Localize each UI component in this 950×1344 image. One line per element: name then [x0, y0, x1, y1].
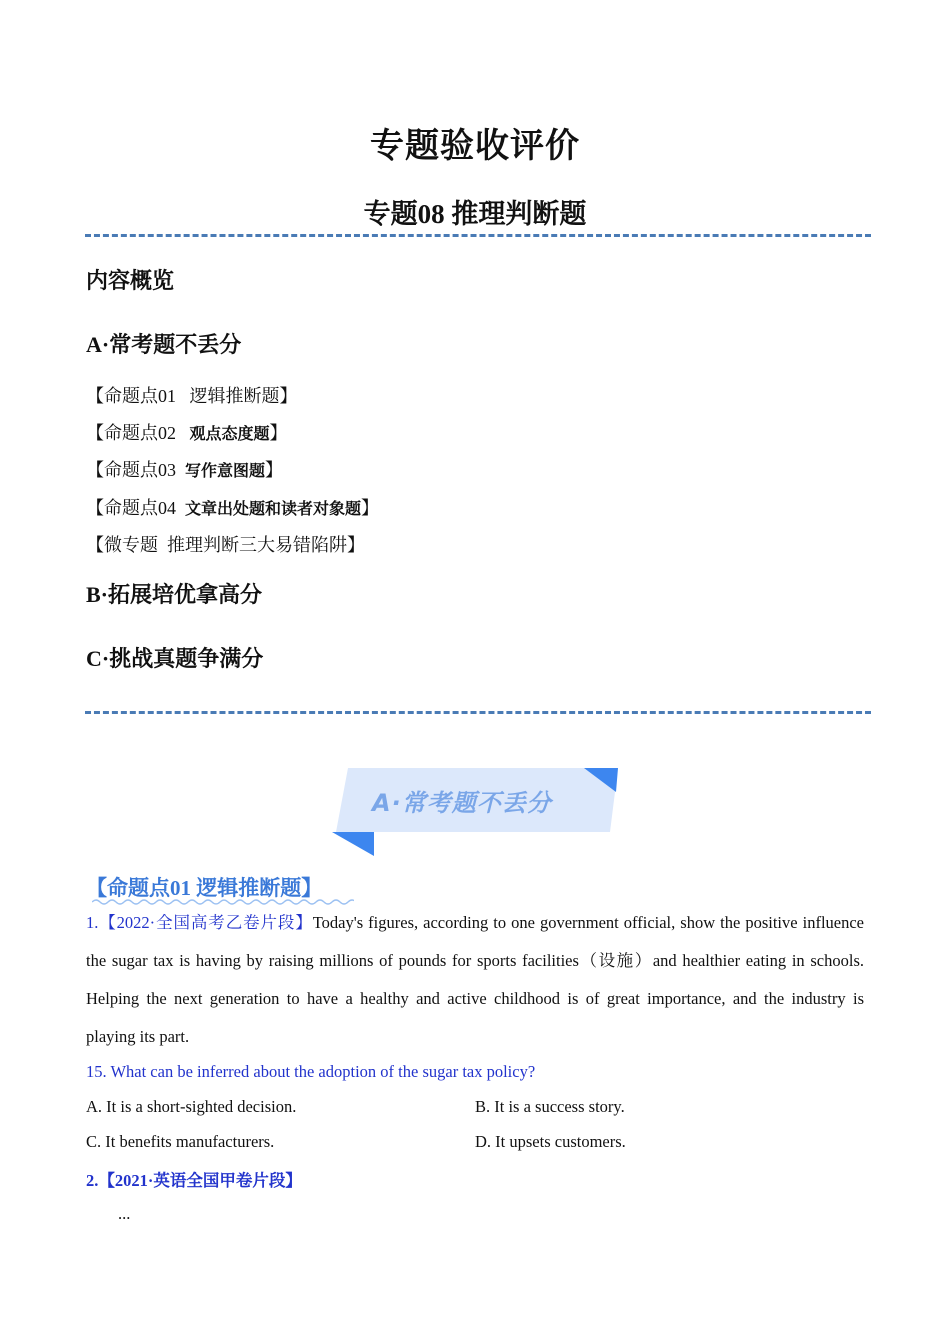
toc-item-suffix: 】 — [269, 423, 288, 443]
page-title: 专题验收评价 — [370, 128, 580, 165]
passage-line — [86, 904, 864, 942]
toc-item-suffix: 】 — [265, 460, 284, 480]
toc-item-prefix: 【命题点01 — [86, 386, 176, 406]
passage-text: Today's figures, according to one government official, show the positive influence — [312, 913, 865, 932]
divider-top — [85, 234, 871, 237]
option-b: B. It is a success story. — [475, 1097, 625, 1116]
toc-item-prefix: 【命题点04 — [86, 498, 176, 518]
toc-item-name: 逻辑推断题 — [189, 386, 280, 406]
toc-item — [86, 419, 288, 445]
toc-item-prefix: 【命题点02 — [86, 423, 176, 443]
passage-line: playing its part. — [86, 1027, 190, 1046]
topic-heading: 【命题点01 逻辑推断题】 — [86, 876, 323, 900]
option-c: C. It benefits manufacturers. — [86, 1132, 275, 1151]
section-b-label: B·拓展培优拿高分 — [86, 582, 263, 607]
question-prompt: 15. What can be inferred about the adoption of the sugar tax policy? — [86, 1062, 536, 1081]
toc-item-suffix: 】 — [361, 498, 380, 518]
question-source: 【2022·全国高考乙卷片段】 — [98, 913, 313, 932]
toc-item-prefix: 【微专题 — [86, 535, 158, 555]
passage-line: the sugar tax is having by raising millions of pounds for sports facilities（设施）and healthier eating in schools. — [86, 951, 864, 970]
option-d: D. It upsets customers. — [475, 1132, 626, 1151]
toc-item — [86, 494, 379, 520]
question-number: 1. — [86, 913, 99, 932]
toc-item — [86, 456, 283, 482]
toc-item-suffix: 】 — [279, 386, 298, 406]
toc-item — [86, 531, 365, 557]
section-c-label: C·挑战真题争满分 — [86, 646, 264, 671]
option-a: A. It is a short-sighted decision. — [86, 1097, 297, 1116]
overview-label: 内容概览 — [86, 268, 175, 293]
banner-corner-bottom-left — [332, 832, 374, 856]
toc-item — [86, 382, 298, 408]
divider-bottom — [85, 711, 871, 714]
page-subtitle: 专题08 推理判断题 — [363, 199, 587, 229]
ellipsis: ... — [118, 1204, 131, 1223]
passage-line: Helping the next generation to have a healthy and active childhood is of great importance, and the industry is — [86, 989, 864, 1008]
question-2-label: 2.【2021·英语全国甲卷片段】 — [86, 1171, 302, 1190]
toc-item-suffix: 】 — [347, 535, 365, 555]
toc-item-name: 观点态度题 — [189, 426, 270, 443]
toc-item-name: 推理判断三大易错陷阱 — [167, 535, 347, 555]
section-a-label: A·常考题不丢分 — [86, 332, 242, 357]
banner-label: A·常考题不丢分 — [372, 789, 552, 817]
toc-item-name: 写作意图题 — [185, 463, 266, 480]
toc-item-prefix: 【命题点03 — [86, 460, 176, 480]
toc-item-name: 文章出处题和读者对象题 — [185, 501, 362, 518]
